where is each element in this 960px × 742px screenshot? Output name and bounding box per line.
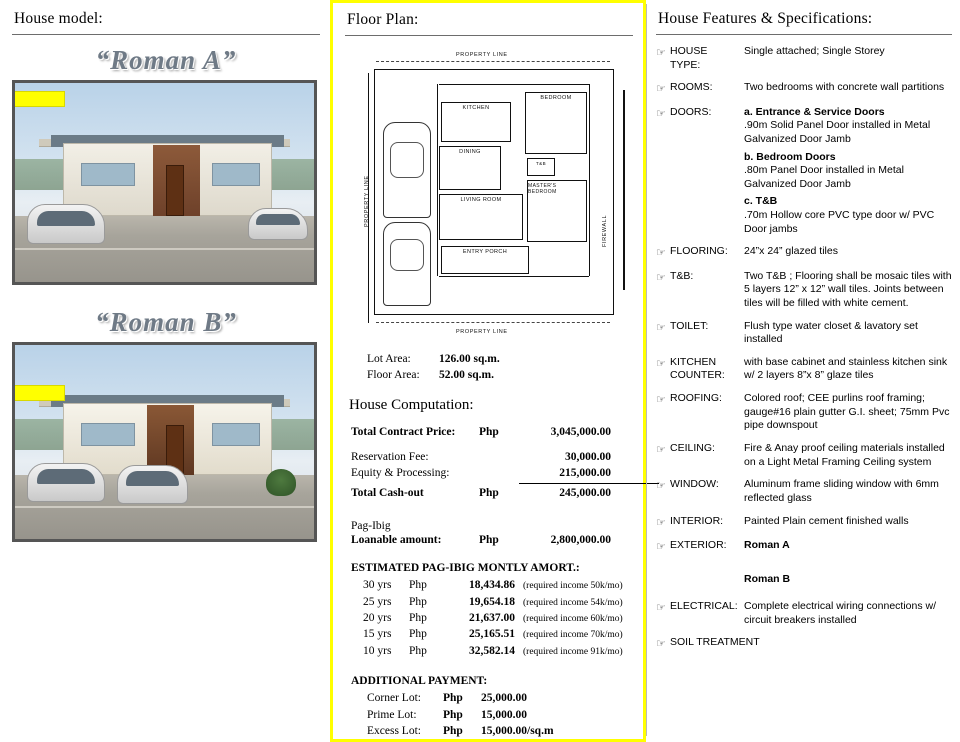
amort-years: 30 yrs [363,579,392,592]
pointing-hand-icon: ☞ [656,480,666,493]
pointing-hand-icon: ☞ [656,271,666,284]
divider-right [656,34,952,35]
computation-row [351,449,633,466]
amortization-row [363,626,633,642]
excess-lot-amount: 15,000.00/sq.m [481,725,554,738]
spec-kitchen-counter [656,356,952,383]
property-line-bottom-label: PROPERTY LINE [456,329,508,335]
photo-b-road-line [15,506,314,508]
photo-b-car-left [27,463,105,502]
room-kitchen: KITCHEN [441,102,511,142]
spec-value: Painted Plain cement finished walls [744,514,909,527]
amort-amount: 32,582.14 [469,644,515,657]
cashout-label: Total Cash-out [351,487,424,500]
plan-wall-left [437,84,438,276]
spec-value: Aluminum frame sliding window with 6mm reflected glass [744,478,939,504]
amort-amount: 25,165.51 [469,628,515,641]
spec-value: Complete electrical wiring connections w/ circuit breakers installed [744,600,936,626]
highlight-tab-b [12,385,65,401]
spec-electrical [656,600,952,627]
photo-b-plant [266,469,296,496]
pointing-hand-icon: ☞ [656,540,666,553]
amort-php: Php [409,579,427,592]
spec-value [764,636,952,651]
spec-key: SOIL TREATMENT [670,636,760,649]
excess-lot-label: Excess Lot: [367,725,421,738]
excess-lot-php: Php [443,725,463,738]
spec-roofing [656,392,952,433]
computation-underline [519,483,659,484]
amort-php: Php [409,595,427,608]
spec-key: WINDOW: [670,478,719,491]
spec-key: INTERIOR: [670,514,724,527]
amort-amount: 18,434.86 [469,579,515,592]
amort-note: (required income 91k/mo) [523,646,623,657]
amort-php: Php [409,628,427,641]
computation-row [351,424,633,441]
loanable-label: Loanable amount: [351,533,442,546]
divider-mid [345,35,633,36]
cashout-php: Php [479,487,499,500]
house-computation-title: House Computation: [349,397,474,414]
doors-a-desc: .90m Solid Panel Door installed in Metal Galvanized Door Jamb [744,119,931,145]
lot-area-label: Lot Area: [367,353,411,365]
spec-key: DOORS: [670,105,712,118]
room-tb: T&B [527,158,555,176]
plan-outline [374,69,614,315]
spec-ceiling [656,442,952,469]
property-line-left-label: PROPERTY LINE [364,175,370,227]
features-list [656,45,952,652]
amort-note: (required income 60k/mo) [523,613,623,624]
doors-b-desc: .80m Panel Door installed in Metal Galvanized Door Jamb [744,164,904,190]
spec-house-type [656,45,952,72]
photo-a-car-left [27,204,105,244]
spec-flooring [656,245,952,260]
spec-key: EXTERIOR: [670,538,727,551]
floor-area-value: 52.00 sq.m. [439,368,494,381]
amort-note: (required income 50k/mo) [523,581,623,592]
amort-note: (required income 70k/mo) [523,630,623,641]
amortization-row [363,577,633,593]
amortization-table [345,577,633,658]
loanable-php: Php [479,533,499,546]
room-dining: DINING [439,146,501,190]
room-master-bedroom: MASTER'S BEDROOM [527,180,587,242]
spec-value: Fire & Anay proof ceiling materials installed on a Light Metal Framing Ceiling system [744,442,945,468]
pointing-hand-icon: ☞ [656,247,666,260]
amort-amount: 19,654.18 [469,595,515,608]
amortization-title: ESTIMATED PAG-IBIG MONTLY AMORT.: [351,562,580,575]
property-line-top-label: PROPERTY LINE [456,52,508,58]
corner-lot-php: Php [443,691,463,704]
floor-plan-title: Floor Plan: [347,11,419,28]
property-line-bottom [376,322,610,323]
spec-key: CEILING: [670,442,715,455]
pointing-hand-icon: ☞ [656,357,666,370]
model-a-label: “Roman A” [95,45,237,75]
equity-amount: 215,000.00 [559,467,611,480]
plan-areas [367,352,633,383]
floor-area-label: Floor Area: [367,368,420,381]
floor-area-row [367,368,633,384]
pointing-hand-icon: ☞ [656,444,666,457]
exterior-roman-a: Roman A [744,538,790,551]
reservation-amount: 30,000.00 [565,450,611,463]
doors-c-title: c. T&B [744,195,778,208]
amortization-row [363,643,633,659]
divider-left [12,34,320,35]
computation-row [351,465,633,482]
plan-car-1 [383,122,431,218]
pointing-hand-icon: ☞ [656,83,666,96]
additional-row [367,707,633,724]
house-model-column [0,0,330,742]
loanable-row [351,532,633,549]
pointing-hand-icon: ☞ [656,638,666,651]
lot-area-row [367,352,633,368]
doors-a-title: a. Entrance & Service Doors [744,105,885,118]
equity-label: Equity & Processing: [351,467,450,480]
amort-years: 10 yrs [363,644,392,657]
pointing-hand-icon: ☞ [656,394,666,407]
amortization-row [363,610,633,626]
corner-lot-label: Corner Lot: [367,691,421,704]
spec-value: 24”x 24” glazed tiles [744,245,838,258]
highlight-tab-a [12,91,65,107]
additional-payment-table [345,690,633,740]
room-living: LIVING ROOM [439,194,523,240]
spec-key: HOUSE TYPE: [670,45,708,71]
firewall-label: FIREWALL [601,214,608,247]
floor-plan-drawing [345,46,637,346]
additional-row [367,690,633,707]
spec-key: ELECTRICAL: [670,600,738,613]
computation-table [351,424,633,548]
lot-area-value: 126.00 sq.m. [439,353,500,365]
spec-key: KITCHEN COUNTER: [670,355,725,382]
pointing-hand-icon: ☞ [656,107,666,120]
loanable-amount: 2,800,000.00 [550,533,611,546]
prime-lot-amount: 15,000.00 [481,708,527,721]
amort-amount: 21,637.00 [469,611,515,624]
photo-a-window-right [212,163,260,187]
spec-value: Two bedrooms with concrete wall partitions [744,81,945,94]
room-entry-porch: ENTRY PORCH [441,246,529,274]
plan-wall-top [439,84,589,85]
floor-plan-column [330,0,646,742]
spec-interior [656,515,952,530]
amort-note: (required income 54k/mo) [523,597,623,608]
pagibig-label: Pag-Ibig [351,519,391,532]
pointing-hand-icon: ☞ [656,602,666,615]
spec-key: TOILET: [670,319,709,332]
spec-key: T&B: [670,269,694,282]
room-bedroom: BEDROOM [525,92,587,154]
spec-window [656,478,952,505]
photo-a-door [166,165,184,217]
photo-a-road-line [15,248,314,250]
spec-value: Two T&B ; Flooring shall be mosaic tiles with 5 layers 12” x 12” wall tiles. Joints between tiles will be filled with white cement. [744,269,952,309]
reservation-label: Reservation Fee: [351,450,429,463]
photo-a-car-right [248,208,308,240]
model-b-photo [12,342,317,542]
prime-lot-label: Prime Lot: [367,708,417,721]
spec-value: with base cabinet and stainless kitchen sink w/ 2 layers 8”x 8” glaze tiles [744,355,948,382]
amort-years: 25 yrs [363,595,392,608]
features-column [646,0,960,742]
plan-wall-right [589,84,590,276]
spec-key: ROOFING: [670,392,722,405]
amort-years: 15 yrs [363,628,392,641]
photo-b-window-right [212,423,260,446]
features-title: House Features & Specifications: [658,10,873,27]
spec-tb [656,270,952,311]
doors-b-title: b. Bedroom Doors [744,150,836,163]
spec-key: ROOMS: [670,81,713,94]
firewall-line [623,90,625,290]
additional-payment-title: ADDITIONAL PAYMENT: [351,674,488,687]
spec-value [744,106,952,237]
amort-years: 20 yrs [363,611,392,624]
spec-doors [656,106,952,237]
computation-row [351,485,633,502]
model-b-label: “Roman B” [95,307,237,337]
spec-exterior [656,539,952,586]
photo-a-window-left [81,163,135,187]
amortization-row [363,594,633,610]
plan-car-2 [383,222,431,306]
prime-lot-php: Php [443,708,463,721]
house-model-title: House model: [14,10,103,27]
pointing-hand-icon: ☞ [656,47,666,59]
spec-toilet [656,320,952,347]
plan-wall-bottom [439,276,589,277]
spec-value: Single attached; Single Storey [744,45,885,57]
tcp-label: Total Contract Price: [351,426,456,439]
cashout-amount: 245,000.00 [559,487,611,500]
spec-value: Colored roof; CEE purlins roof framing; gauge#16 plain gutter G.I. sheet; 75mm Pvc pipe downspout [744,392,950,432]
spec-key: FLOORING: [670,245,728,258]
corner-lot-amount: 25,000.00 [481,691,527,704]
spec-value [744,539,952,586]
model-a-photo [12,80,317,285]
tcp-php: Php [479,426,499,439]
photo-b-window-left [81,423,135,446]
spec-soil-treatment [656,636,952,651]
exterior-roman-b: Roman B [744,572,791,585]
pointing-hand-icon: ☞ [656,321,666,334]
doors-c-desc: .70m Hollow core PVC type door w/ PVC Door jambs [744,209,935,235]
tcp-amount: 3,045,000.00 [550,426,611,439]
spec-value: Flush type water closet & lavatory set installed [744,319,918,346]
property-line-top [376,61,610,62]
amort-php: Php [409,611,427,624]
amort-php: Php [409,644,427,657]
pointing-hand-icon: ☞ [656,516,666,529]
spec-rooms [656,81,952,96]
photo-b-car-mid [117,465,189,504]
additional-row [367,723,633,740]
